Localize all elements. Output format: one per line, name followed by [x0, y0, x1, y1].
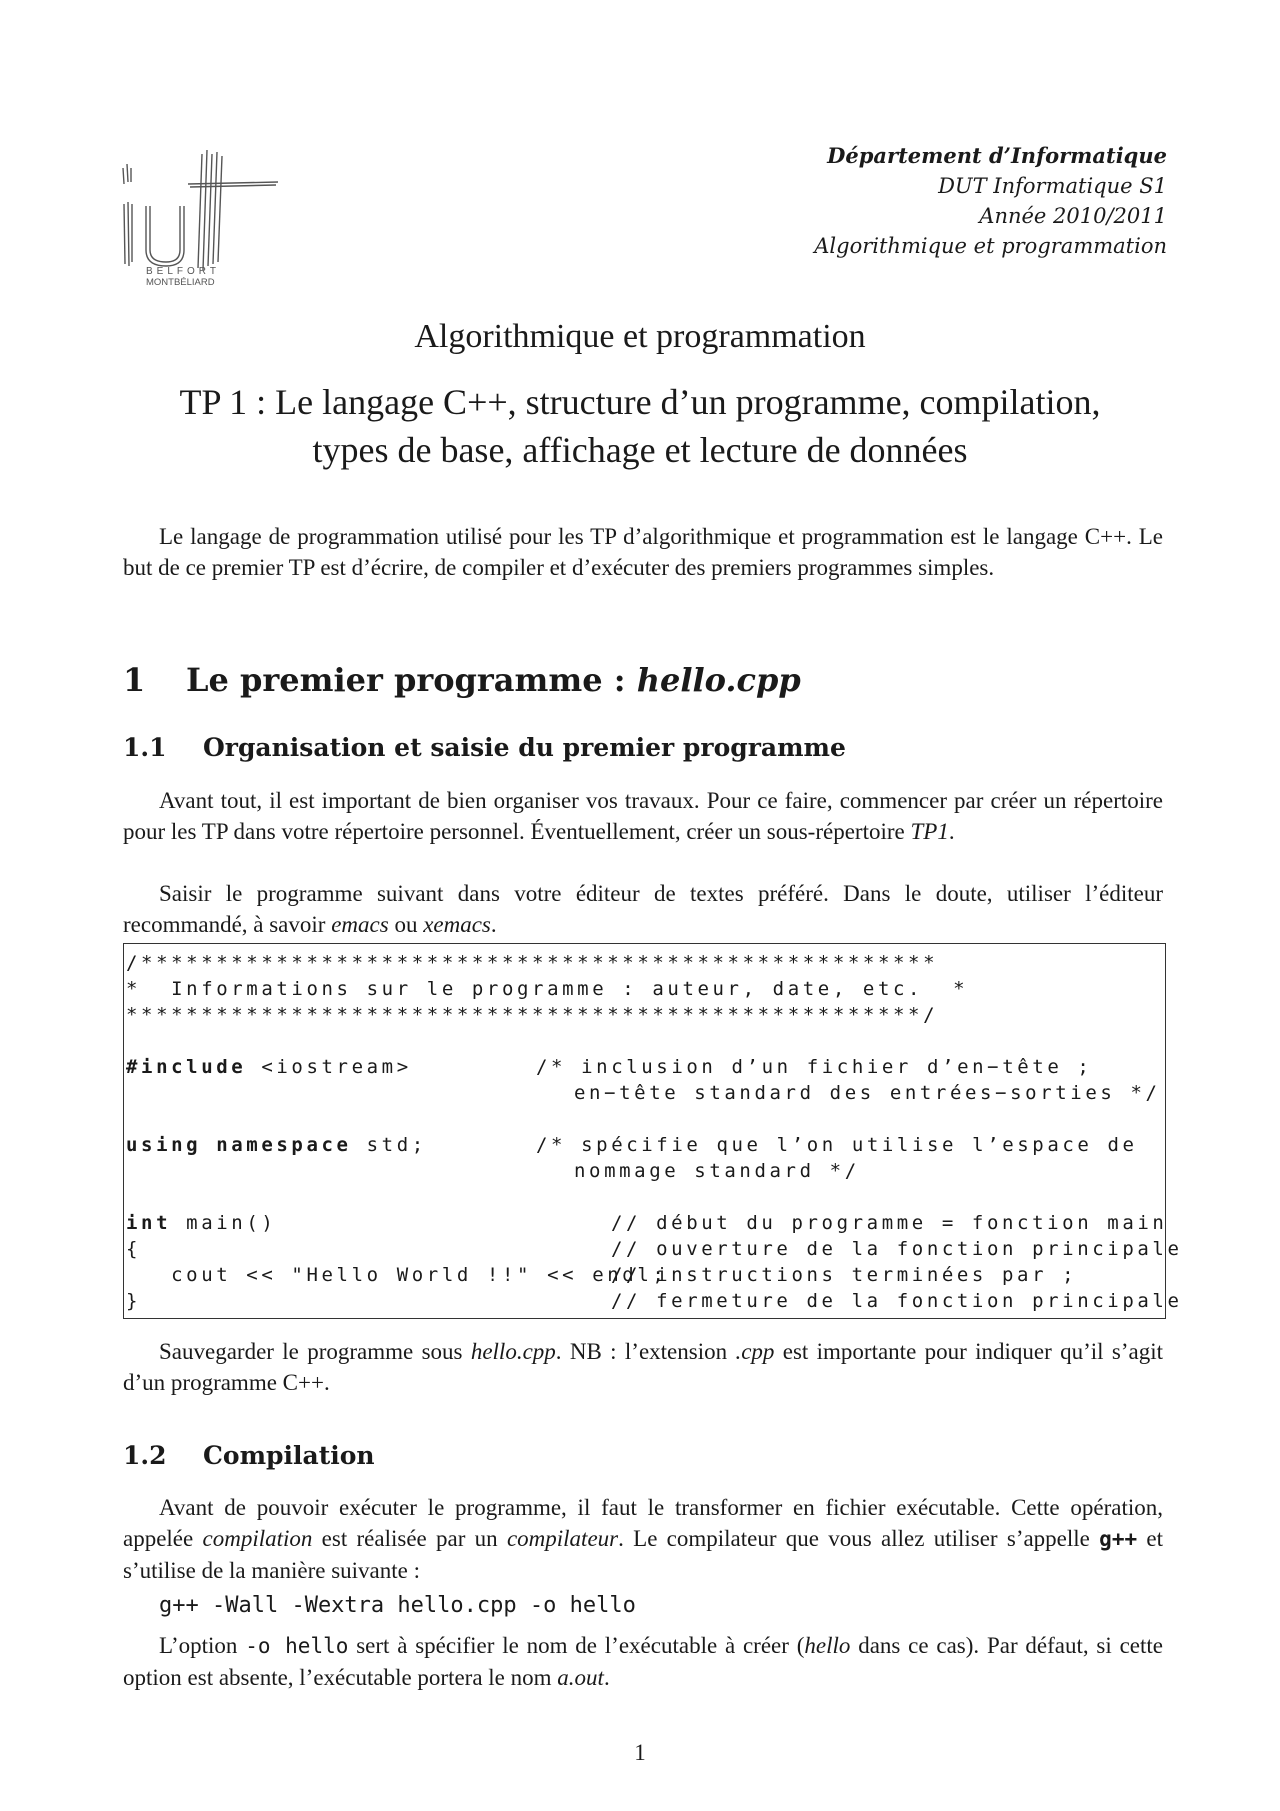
compile-command: g++ -Wall -Wextra hello.cpp -o hello	[159, 1593, 636, 1618]
p-code-gpp: g++	[1099, 1527, 1138, 1551]
p-emph-hello: hello	[804, 1633, 851, 1658]
section-1-heading	[123, 661, 801, 699]
code-keyword-include: #include	[126, 1056, 247, 1078]
p-text: . NB : l’extension	[555, 1339, 736, 1364]
tp-title-line-1: TP 1 : Le langage C++, structure d’un programme, compilation,	[179, 382, 1101, 422]
code-include-line	[126, 1054, 412, 1080]
p-emph-cpp: .cpp	[735, 1339, 775, 1364]
section-1-1-title: Organisation et saisie du premier programme	[203, 733, 846, 762]
header-program: DUT Informatique S1	[938, 174, 1167, 198]
p-emph-tp1: TP1	[910, 819, 949, 844]
section-1-2-number: 1.2	[123, 1441, 167, 1470]
code-comment-include-1: /* inclusion d’un fichier d’en−tête ;	[536, 1056, 1093, 1078]
section-1-2-paragraph-1	[123, 1492, 1163, 1586]
section-1-1-number: 1.1	[123, 733, 167, 762]
section-1-number: 1	[123, 661, 146, 699]
code-main-arg: main()	[171, 1212, 277, 1234]
logo-line-2: MONTBÉLIARD	[146, 277, 215, 288]
section-1-1-paragraph-2	[123, 878, 1163, 940]
code-brace-open: {	[126, 1238, 142, 1260]
code-comment-main-1: // début du programme = fonction main	[611, 1212, 1168, 1234]
p-emph-xemacs: xemacs	[423, 912, 491, 937]
code-using-line	[126, 1132, 427, 1158]
p-text: .	[948, 819, 955, 844]
page-title: Algorithmique et programmation	[414, 318, 866, 355]
code-comment-main-2: // ouverture de la fonction principale	[611, 1238, 1183, 1260]
code-using-arg: std;	[351, 1134, 427, 1156]
code-comment-line-2: * Informations sur le programme : auteur, date, etc. *	[126, 978, 969, 1000]
section-1-title: Le premier programme :	[186, 661, 637, 699]
page-number: 1	[634, 1740, 646, 1765]
section-1-title-file: hello.cpp	[636, 661, 801, 699]
header-department: Département d’Informatique	[827, 143, 1167, 168]
code-comment-line-3: *****************************************************/	[126, 1004, 939, 1026]
p-code-option-o: -o hello	[245, 1634, 349, 1658]
p-text: Saisir le programme suivant dans votre éditeur de textes préféré. Dans le doute, utiliser l’éditeur recommandé, à savoir	[123, 881, 1163, 937]
header-course: Algorithmique et programmation	[814, 234, 1167, 258]
section-1-1-paragraph-1	[123, 785, 1163, 847]
p-text: ou	[388, 912, 424, 937]
code-comment-using-1: /* spécifie que l’on utilise l’espace de	[536, 1134, 1138, 1156]
p-text: .	[490, 912, 497, 937]
code-comment-line-1: /*****************************************************	[126, 952, 939, 974]
code-comment-main-3: // instructions terminées par ;	[611, 1264, 1078, 1286]
iut-logo-mark	[118, 146, 288, 296]
code-brace-close: }	[126, 1290, 142, 1312]
code-comment-using-2: nommage standard */	[574, 1160, 860, 1182]
section-1-1-heading	[123, 733, 846, 762]
code-comment-main-4: // fermeture de la fonction principale	[611, 1290, 1183, 1312]
code-comment-include-2: en−tête standard des entrées−sorties */	[574, 1082, 1161, 1104]
section-1-2-paragraph-2	[123, 1630, 1163, 1693]
p-emph-emacs: emacs	[331, 912, 389, 937]
p-emph-compilateur: compilateur	[506, 1526, 619, 1551]
code-keyword-using: using namespace	[126, 1134, 352, 1156]
p-emph-a-out: a.out	[557, 1665, 604, 1690]
logo-line-1: BELFORT	[146, 266, 220, 277]
p-text: . Le compilateur que vous allez utiliser s’appelle	[618, 1526, 1100, 1551]
p-text: Sauvegarder le programme sous	[159, 1339, 471, 1364]
p-emph-compilation: compilation	[202, 1526, 313, 1551]
code-cout-line: cout << "Hello World !!" << endl;	[126, 1264, 668, 1286]
p-text: est réalisée par un	[312, 1526, 507, 1551]
p-text: Avant tout, il est important de bien organiser vos travaux. Pour ce faire, commencer par créer un répertoire pour les TP dans votre répertoire personnel. Éventuellement, créer un sous-répertoire	[123, 788, 1163, 844]
code-listing	[123, 943, 1183, 1319]
p-text: Avant de pouvoir exécuter le programme, il faut le transformer en fichier exécutable. Cette opération, appelée	[123, 1495, 1163, 1551]
intro-paragraph: Le langage de programmation utilisé pour les TP d’algorithmique et programmation est le langage C++. Le but de ce premier TP est d’écrire, de compiler et d’exécuter des premiers programmes simples.	[123, 524, 1163, 580]
code-include-arg: <iostream>	[246, 1056, 412, 1078]
tp-title-line-2: types de base, affichage et lecture de données	[312, 430, 968, 470]
p-text: est importante pour indiquer qu’il s’agit d’un programme C++.	[123, 1339, 1163, 1395]
section-1-2-heading	[123, 1441, 375, 1470]
p-emph-hello-cpp: hello.cpp	[470, 1339, 556, 1364]
p-text: dans ce cas). Par défaut, si cette option est absente, l’exécutable portera le nom	[123, 1633, 1163, 1690]
p-text: L’option	[159, 1633, 246, 1658]
p-text: et s’utilise de la manière suivante :	[123, 1526, 1163, 1583]
after-code-paragraph	[123, 1336, 1163, 1398]
code-keyword-int: int	[126, 1212, 172, 1234]
p-text: sert à spécifier le nom de l’exécutable à créer (	[348, 1633, 805, 1658]
tp-title	[0, 378, 1280, 474]
header-year: Année 2010/2011	[979, 204, 1167, 228]
section-1-2-title: Compilation	[203, 1441, 375, 1470]
p-text: .	[603, 1665, 610, 1690]
code-main-line	[126, 1210, 276, 1236]
document-header	[814, 141, 1167, 261]
iut-logo	[118, 146, 288, 296]
